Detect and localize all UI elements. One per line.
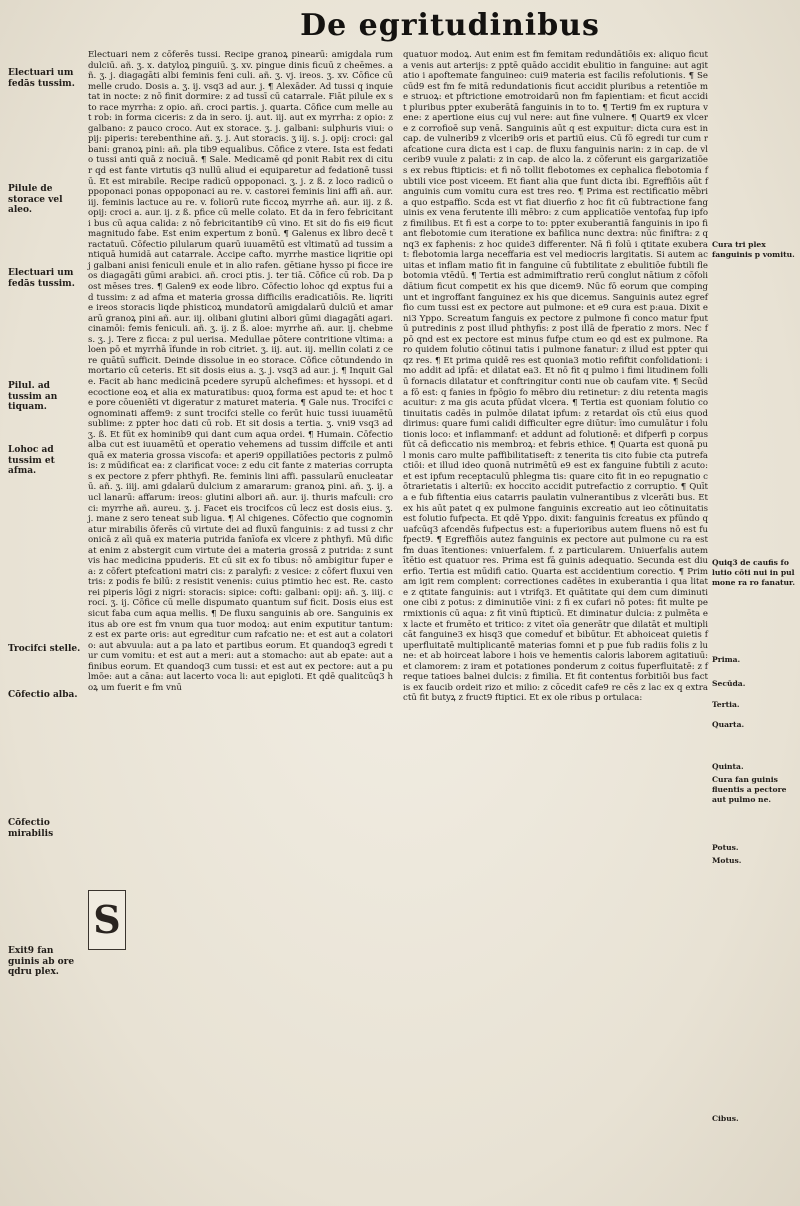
- margin-note: Pilul. ad tussim an tiquam.: [8, 381, 58, 412]
- margin-note: Motus.: [712, 856, 742, 865]
- margin-note: Cōfectio mirabilis: [8, 818, 54, 839]
- margin-note: Quinta.: [712, 762, 744, 771]
- decorated-initial: [88, 890, 126, 950]
- margin-note: Electuari um fedās tussim.: [8, 268, 75, 289]
- margin-note: Tertia.: [712, 700, 740, 709]
- margin-note: Electuari um fedās tussim.: [8, 68, 75, 89]
- margin-note: Pilule de storace vel aleo.: [8, 184, 63, 215]
- margin-note: Cura tri plex fanguinis p vomitu.: [712, 240, 795, 259]
- left-margin-glosses: [8, 50, 86, 1160]
- margin-note: Secūda.: [712, 679, 746, 688]
- margin-note: Cōfectio alba.: [8, 690, 78, 700]
- margin-note: Quiq3 de caufis fo lutio cōti nui in pul mone ra ro fanatur.: [712, 558, 795, 587]
- right-margin-glosses: [712, 50, 796, 1160]
- margin-note: Cura fan guinis fluentis a pectore aut pulmo ne.: [712, 775, 787, 804]
- running-head: De egritudinibus: [300, 8, 600, 43]
- margin-note: Quarta.: [712, 720, 745, 729]
- text-column-left: Electuari nem z cōferēs tussi. Recipe granoꝝ pinearū: amigdala rum dulciū. añ. ʒ. x. datyloꝝ pinguiū. ʒ. xv. pingue dinis ficuū z cheēmes. añ. ʒ. j. diagagāti albi feminis feni culi. añ. ʒ. vj. ireos. ʒ. xv. Cōfice cū melle crudo. Dosis a. ʒ. ij. vsq3 ad aur. j. ¶ Alexāder. Ad tussi q inquietat in nocte: z nō finit dormire: z ad tussī cū catarrale. Fiāt pilule ex sto race myrrha: z opio. añ. croci partis. j. quarta. Cōfice cum melle aut rob: in forma ciceris: z da in sero. ij. aut. iij. aut ex myrrha: z opio: z galbano: z pauco croco. Aut ex storace. ʒ. j. galbani: sulphuris viui: opij: piperis: terebenthine añ. ʒ. j. Aut storacis. ʒ iij. s. j. opij: croci: galbani: granoꝝ pini: añ. pla tib9 equalibus. Cōfice z vtere. Ista est fedatio tussi anti quā z nociuā. ¶ Sale. Medicamē qd ponit Rabit rex di citur qd est fante virtutis q3 nullū aliud ei equiparetur ad fedationē tussiū. Et est mirabile. Recipe radicū oppoponaci. ʒ. j. z ß. z loco radicū oppoponaci ponas oppoponaci au re. v. castorei feminis lini affi añ. aur. iij. feminis lactuce au re. v. foliorū rute ficcoꝝ myrrhe añ. aur. iij. z ß. opij: croci a. aur. ij. z ß. pfice cū melle colato. Et da in fero febricitanti bus cū aqua calida: z nō febricitantib9 cū vino. Et sit do fis ei9 ficut magnitudo fabe. Est enim expertum z bonū. ¶ Galenus ex libro decē tractatuū. Cōfectio pilularum quarū iuuamētū est vltimatū ad tussim antiquā humidā aut catarrale. Accipe cafto. myrrhe mastice liqritie opij galbani anisi feniculi enule et in alio rafen. gētiane hysso pi ficce ireos diagagāti gūmi arabici. añ. croci ptis. j. ter tiā. Cōfice cū rob. Da post mēses tres. ¶ Galen9 ex eode libro. Cōfectio lohoc qd exptus fui ad tussim: z ad afma et materia grossa difficilis eradicatiōis. Re. liqritie ireos storacis liqde phisticoꝝ mundatorū amigdalarū dulciū et amararū granoꝝ pini añ. aur. iij. olibani glutini albori gūmi diagagāti agari. cinamōi: femis feniculi. añ. ʒ. ij. z ß. aloe: myrrhe añ. aur. ij. chebmes. ʒ. j. Tere z ficca: z pul uerisa. Medullae pōtere contritione vltima: aloen pō et myrrhā īfunde in rob citriet. ʒ. iij. aut. iij. mellin colati z cere quātū sufficit. Deinde dissolue in eo storace. Cōfice cōtundendo in mortario cū ceteris. Et sit dosis eius a. ʒ. j. vsq3 ad aur. j. ¶ Inquit Gale. Facit ab hanc medicinā pcedere syrupū alchefimes: et hyssopi. et decoctione eoꝝ et alia ex maturatibus: quoꝝ forma est apud te: et hoc te pore cōueniēti vt digeratur z maturet materia. ¶ Gale nus. Trocifci cognominati affem9: z sunt trocifci stelle co ferūt huic tussi iuuamētū sublime: z ppter hoc dati cū rob. Et sit dosis a tertia. ʒ. vni9 vsq3 ad ʒ. ß. Et fūt ex hominib9 qui dant cum aqua ordei. ¶ Humain. Cōfectio alba cut est iuuamētū et operatio vehemens ad tussim diffcile et antiquā ex materia grossa viscofa: et aperi9 oppillatiōes pectoris z pulmōis: z mūdificat ea: z clarificat voce: z edu cit fante z materias corruptas ex pectore z pferr phthyfi. Re. feminis lini affi. passularū enucleatarū. añ. ʒ. iiij. ami gdalarū dulcium z amararum: granoꝝ pini. añ. ʒ. ij. aucl lanarū: affarum: ireos: glutini albori añ. aur. ij. thuris mafculi: croci: myrrhe añ. aureu. ʒ. j. Facet eis trocifcos cū lecz est dosis eius. ʒ. j. mane z sero teneat sub ligua. ¶ Al chigenes. Cōfectio que cognominatur mirabilis ōferēs cū virtute dei ad fluxū fanguinis: z ad tussi z chronicā z aīi quā ex materia putrida fanīofa ex vlcere z phthyfi. Mū dificat enim z abstergit cum virtute dei a materia grossā z putrida: z sunt vis hac medicina ppuderis. Et cū sit ex fo tibus: nō ambigitur fuper ea: z cōfert ptefcationi matri cis: z paralyfi: z vesice: z cōfert fluxui ventris: z podis fe bilū: z resistit venenis: cuius ptimtio hec est. Re. castorei piperis lōgi z nigri: storacis: sipice: cofti: galbani: opij: añ. ʒ. iiij. croci. ʒ. ij. Cōfice cū melle dispumato quantum suf ficit. Dosis eius est sicut faba cum aqua mellis. ¶ De fluxu sanguinis ab ore. Sanguinis exitus ab ore est fm vnum qua tuor modoꝝ: aut enim exputitur tantum: z est ex parte oris: aut egreditur cum rafcatio ne: et est aut a colatorio: aut abvuula: aut a pa lato et partibus eorum. Et quandoq3 egredi tur cum vomitu: et est aut a meri: aut a stomacho: aut ab epate: aut a finibus eorum. Et quandoq3 cum tussi: et est aut ex pectore: aut a pulmōe: aut a cāna: aut lacerto voca li: aut epigloti. Et qdē qualitcūq3 hoꝝ um fuerit e fm vnū: [88, 50, 396, 693]
- margin-note: Cibus.: [712, 1114, 739, 1123]
- margin-note: Potus.: [712, 843, 739, 852]
- margin-note: Lohoc ad tussim et afma.: [8, 445, 55, 476]
- margin-note: Prima.: [712, 655, 741, 664]
- text-column-right: quatuor modoꝝ. Aut enim est fm femitam redundātiōis ex: aliquo ficut a venis aut arterijs: z pptē quādo accidit ebulitio in fanguine: aut agitatio i apoftemate fanguineo: cui9 materia est facilis refolutionis. ¶ Secūd9 est fm fe mitā redundationis ficut accidit pluribus a retentiōe me struoꝝ: et pftrictione emotroidarū non fm fapientiam: et ficut accidit pluribus ppter exuberātā fanguinis in to to. ¶ Terti9 fm ex ruptura vene: z apertione eius cuj vul nere: aut fine vulnere. ¶ Quart9 ex vlcere z corrofioē sup venā. Sanguinis aūt q est expuitur: dicta cura est in cap. de vulnerib9 z vlcerib9 oris et partiū eius. Cū fō egredi tur cum rafcatione cura dicta est i cap. de fluxu fanguinis narin: z in cap. de vlcerib9 vuule z palati: z in cap. de alco la. z cōferunt eis gargarizatiōes ex rebus ftipticis: et fi nō tollit flebotomes ex cephalica flebotomia fubtili vice post viceem. Et fiant alia que funt dicta ibi. Egreffiōis aūt fanguinis cum vomitu cura est tres reo. ¶ Prima est rectificatio mēbri a quo estpaffio. Scda est vt fiat diuerfio z hoc fit cū fubtractione fanguinis ex vena ferutente illi mēbro: z cum applicatiōe ventofaꝝ fup ipfo z fimilibus. Et fi est a corpe to to: ppter exuberantiā fanguinis in ipo fiant flebotomie cum iteratione ex bafilica nunc dextra: nūc finiftra: z qnq3 ex faphenis: z hoc quide3 differenter. Nā fi folū i qtitate exuberat: flebotomia larga neceffaria est vel mediocris largitatis. Si autem acuitas et inflam matio fit in fanguine cū fubtilitate z ebulitiōe fubtili fle botomia vtēdū. ¶ Tertia est admimiftratio rerū conglut nātium z cōfolidātium ficut competit ex his que dicem9. Nūc fō eorum que compingunt et ingroffant fanguinez ex his que dicemus. Sanguinis autez egreffio cum tussi est ex pectore aut pulmone: et e9 cura est p:aua. Dixit eni3 Yppo. Screatum fanguis ex pectore z pulmone fi conco matur fputū putredinis z post illud phthyfis: z post illā de fperatio z mors. Nec fpō qnd est ex pectore est minus fufpe ctum eo qd est ex pulmone. Raro quidem folutio cōtinui tatis i pulmone fanatur: z illud est ppter quiqz res. ¶ Et prima quidē res est quonia3 motio refiftit confolidationi: imo addit ad ipfā: et dilatat ea3. Et nō fit q pulmo i fimi litudinem folliū fornacis dilatatur et conftringitur conti nue ob caufam vite. ¶ Secūda fō est: q fanies in fpōgio fo mēbro diu retinetur: z diu retenta magis acuitur: z ma gis acuta pfūdat vlcera. ¶ Tertia est quoniam folutio co tinuitatis cadēs in pulmōe dilatat ipfum: z retardat oīs ctū eius quod dirimus: quare fumi calidi difficulter egre diūtur: īmo cumulātur i folutionis loco: et inflammanf: et addunt ad folutionē: et difperfi p corpus fūt cā deficcatio nis membroꝝ: et febris ethice. ¶ Quarta est quonā pul monis caro multe paffibilitatiseft: z tenerita tis cito fubie cta putrefactiōi: et illud ideo quonā nutrimētū e9 est ex fanguine fubtili z acuto: et est ipfum receptaculū phlegma tis: quare cito fit in eo repugnatio cōtrarietatis i alteriū: ex hoccito accidit putrefactio z corruptio. ¶ Quīta e fub fiftentia eius catarris paulatin vulnerantibus z vlcerāti bus. Et ex his aūt patet q ex pulmone fanguinis excreatio aut ieo cōtinuitatis est folutio fufpecta. Et qdē Yppo. dixit: fanguinis fcreatus ex pfūndo quafcūq3 afcendēs fufpectus est: a fuperioribus autem fluens nō est fufpect9. ¶ Egreffiōis autez fanguinis ex pectore aut pulmone cu ra est fm duas ītentiones: vniuerfalem. f. z particularem. Uniuerfalis autem ītētio est quatuor res. Prima est fā guinis adequatio. Secunda est diuerfio. Tertia est mūdifi catio. Quarta est accidentium corectio. ¶ Primam igit rem complent: correctiones cadētes in exuberantia i qua litate z qtitate fanguinis: aut i vtrifq3. Et quātitate qui dem cum diminutione cibi z potus: z diminutiōe vini: z fi ex cufari nō potes: fit multe permixtionis cū aqua: z fit vinū ftipticū. Et diminatur dulcia: z pulmēta ex lacte et frumēto et tritico: z vitet oīa generātr que dilatāt et multiplicāt fanguine3 ex hisq3 que comeduf et bibūtur. Et abhoiceat quietis fuperfluitatē multiplicantē materias fomni et p pue fub radiis folis z lune: et ab hoirceat labore i hois ve hementis caloris laborem agitatiuū: et clamorem: z iram et potationes ponderum z coitus fuperfluitatē: z freque tatioes balnei dulcis: z fimilia. Et fit contentus forbitiōi bus factis ex faucib ordeit rizo et milio: z cōcedit cafe9 re cēs z lac ex q extractū fit butyꝝ z fruct9 ftiptici. Et ex ole ribus p ortulaca:: [403, 50, 711, 704]
- margin-note: Trocifci stelle.: [8, 644, 81, 654]
- initial-letter: S: [93, 897, 121, 942]
- margin-note: Exit9 fan guinis ab ore qdru plex.: [8, 946, 75, 977]
